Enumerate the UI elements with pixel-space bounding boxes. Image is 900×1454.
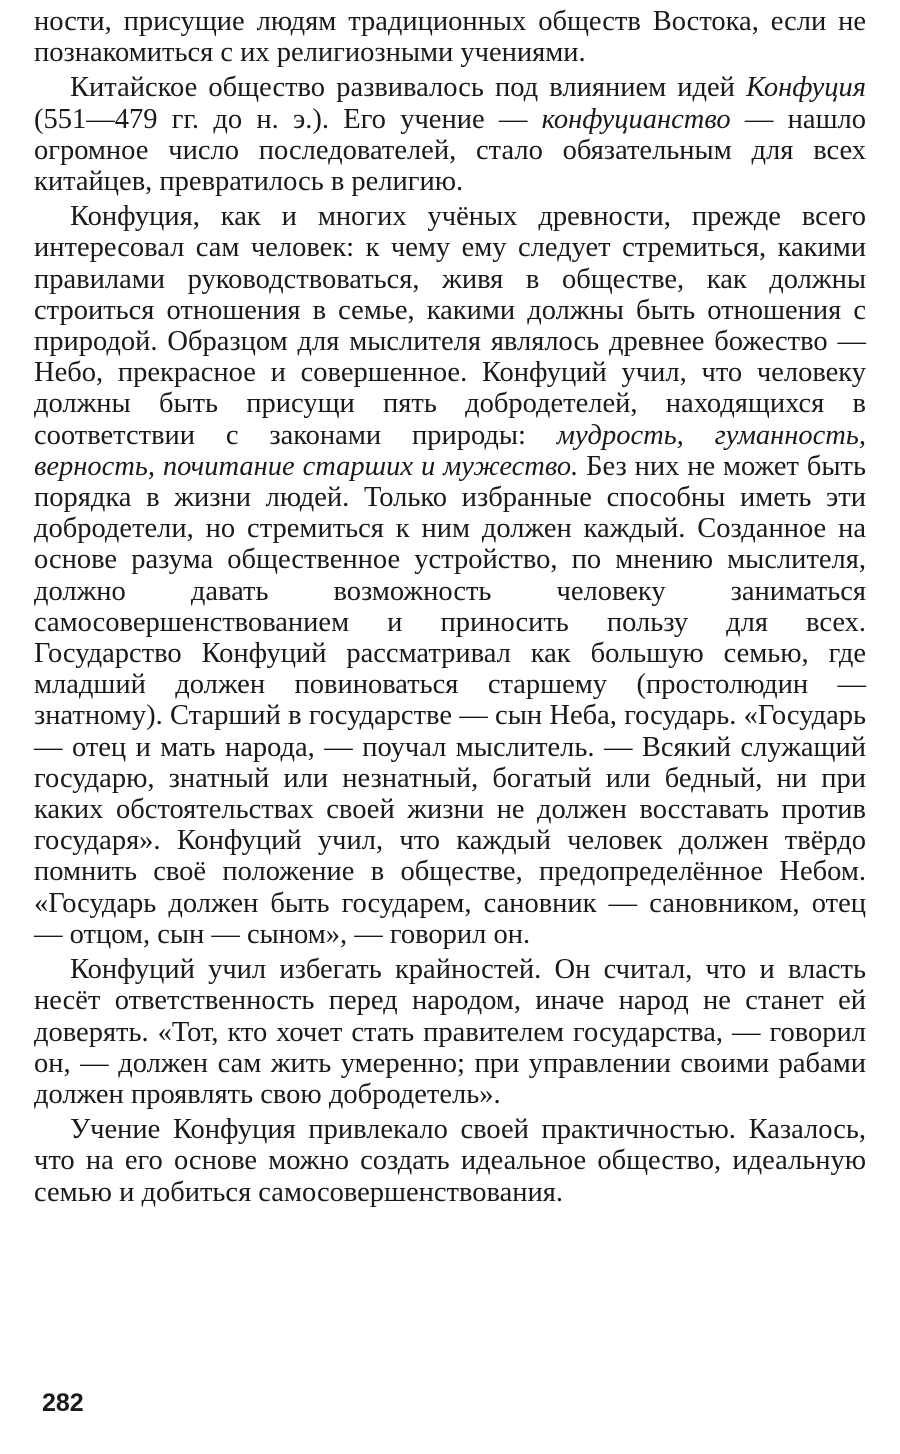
paragraph-1 [34, 6, 866, 68]
emphasis-confucianism: конфуцианство [541, 103, 731, 135]
text-run: ности, присущие людям традиционных обществ Востока, если не познакомиться с их религиозными учениями. [34, 6, 866, 69]
paragraph-5 [34, 1114, 866, 1208]
paragraph-2 [34, 72, 866, 197]
text-run: — нашло огромное число последователей, стало обязательным для всех китайцев, превратилось в религию. [34, 103, 866, 198]
emphasis-confucius: Конфуция [746, 72, 866, 104]
text-run: Китайское общество развивалось под влиянием идей [70, 72, 747, 104]
page-number: 282 [42, 1389, 84, 1417]
text-run: Конфуций учил избегать крайностей. Он считал, что и власть несёт ответственность перед народом, иначе народ не станет ей доверять. «Тот, кто хочет стать правителем государства, — говорил он, — должен сам жить умеренно; при управлении своими рабами должен проявлять свою добродетель». [34, 954, 866, 1110]
text-run: Учение Конфуция привлекало своей практичностью. Казалось, что на его основе можно создать идеальное общество, идеальную семью и добиться самосовершенствования. [34, 1114, 866, 1208]
text-run: (551—479 гг. до н. э.). Его учение — [34, 103, 542, 135]
text-run: Конфуция, как и многих учёных древности, прежде всего интересовал сам человек: к чему ему следует стремиться, какими правилами руководствоваться, живя в обществе, как должны строиться отношения в семье, какими должны быть отношения с природой. Образцом для мыслителя являлось древнее божество — Небо, прекрасное и совершенное. Конфуций учил, что человеку должны быть присущи пять добродетелей, находящихся в соответствии с законами природы: [34, 201, 866, 451]
text-run: Без них не может быть порядка в жизни людей. Только избранные способны иметь эти добродетели, но стремиться к ним должен каждый. Созданное на основе разума общественное устройство, по мнению мыслителя, должно давать возможность человеку заниматься самосовершенствованием и приносить пользу для всех. Государство Конфуций рассматривал как большую семью, где младший должен повиноваться старшему (простолюдин — знатному). Старший в государстве — сын Неба, государь. «Государь — отец и мать народа, — поучал мыслитель. — Всякий служащий государю, знатный или незнатный, богатый или бедный, ни при каких обстоятельствах своей жизни не должен восставать против государя». Конфуций учил, что каждый человек должен твёрдо помнить своё положение в обществе, предопределённое Небом. «Государь должен быть государем, сановник — сановником, отец — отцом, сын — сыном», — говорил он. [34, 450, 866, 950]
paragraph-3 [34, 201, 866, 950]
body-text [34, 6, 866, 1208]
emphasis-virtues: мудрость, гуманность, верность, почитание старших и мужество. [34, 419, 866, 482]
paragraph-4 [34, 954, 866, 1110]
